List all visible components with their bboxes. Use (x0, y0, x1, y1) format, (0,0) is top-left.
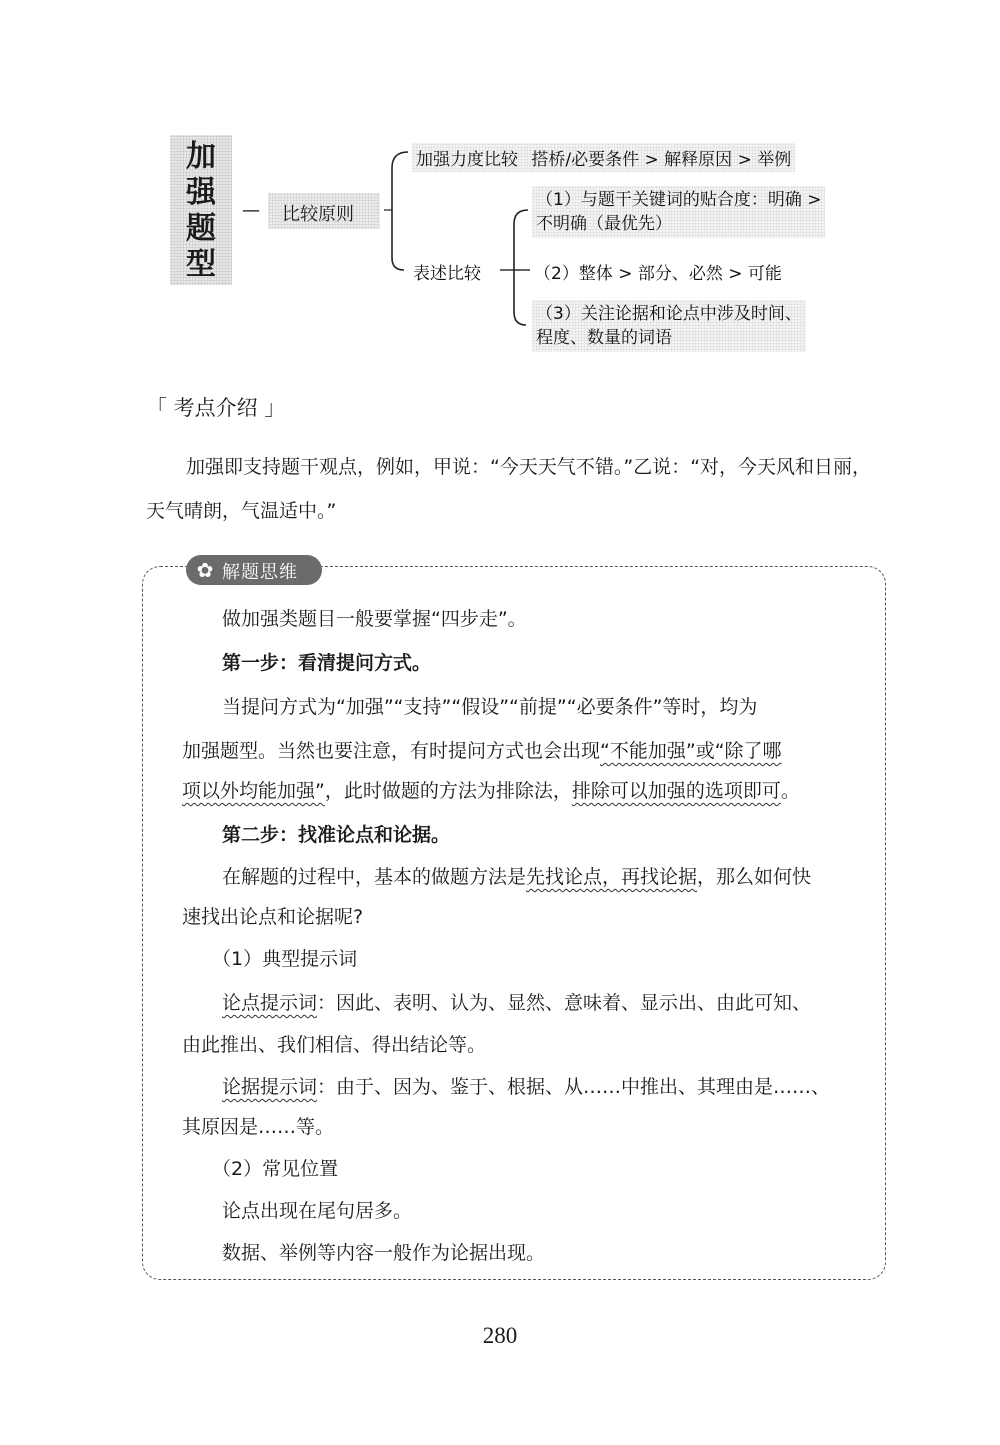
title-char: 题 (186, 211, 216, 246)
box-line: 其原因是……等。 (182, 1116, 335, 1138)
box-line: 速找出论点和论据呢? (182, 906, 364, 928)
text-run: 在解题的过程中，基本的做题方法是 (222, 866, 527, 888)
text-run: 加强题型。当然也要注意，有时提问方式也会出现 (182, 740, 601, 762)
node-comparison-principle (268, 193, 380, 229)
sub-bracket (514, 210, 528, 325)
text-run: ，那么如何快 (697, 866, 812, 888)
badge-label: 解题思维 (222, 562, 298, 583)
main-bracket (392, 152, 408, 270)
text-run: 。 (780, 780, 800, 802)
emphasized-text: 论据提示词 (222, 1076, 318, 1098)
branch-expression-comparison: 表述比较 (413, 264, 481, 284)
emphasized-text: 先找论点，再找论据 (526, 866, 698, 888)
emphasized-text: 排除可以加强的选项即可 (571, 780, 781, 802)
emphasized-text: 项以外均能加强” (182, 780, 325, 802)
mindmap-connectors (380, 140, 540, 360)
item-line: （3）关注论据和论点中涉及时间、 (536, 304, 802, 324)
item-line: 不明确（最优先） (536, 214, 672, 234)
item-line: 程度、数量的词语 (536, 328, 672, 348)
page-number: 280 (482, 1323, 518, 1348)
subheading: （1）典型提示词 (212, 948, 358, 970)
expression-item-3 (532, 300, 806, 352)
section-heading: 「 考点介绍 」 (146, 396, 286, 420)
title-char: 强 (186, 175, 216, 210)
box-line: 做加强类题目一般要掌握“四步走”。 (222, 608, 527, 630)
branch-strength-comparison (412, 143, 795, 172)
step-heading: 第二步：找准论点和论据。 (222, 824, 451, 846)
box-line (222, 1072, 830, 1099)
expression-item-2: （2）整体 > 部分、必然 > 可能 (534, 264, 782, 284)
title-char: 型 (186, 247, 216, 282)
emphasized-text: 论点提示词 (222, 992, 318, 1014)
subheading: （2）常见位置 (212, 1158, 339, 1180)
box-line (222, 862, 811, 889)
branch-detail: 搭桥/必要条件 > 解释原因 > 举例 (531, 150, 792, 170)
text-run: ：由于、因为、鉴于、根据、从……中推出、其理由是……、 (317, 1076, 831, 1098)
box-line: 由此推出、我们相信、得出结论等。 (182, 1034, 487, 1056)
topic-title-vertical (170, 135, 232, 285)
text-run: ，此时做题的方法为排除法， (324, 780, 572, 802)
intro-paragraph-line: 加强即支持题干观点，例如，甲说：“今天天气不错。”乙说：“对，今天风和日丽， (186, 456, 872, 478)
connector-dash: — (242, 200, 260, 221)
node-label: 比较原则 (282, 204, 354, 225)
box-line: 数据、举例等内容一般作为论据出现。 (222, 1242, 546, 1264)
emphasized-text: “不能加强”或“除了哪 (600, 740, 782, 762)
intro-paragraph-line: 天气晴朗，气温适中。” (146, 500, 337, 522)
flower-icon: ✿ (196, 558, 214, 582)
box-line: 当提问方式为“加强”“支持”“假设”“前提”“必要条件”等时，均为 (222, 696, 758, 718)
box-line (182, 736, 782, 763)
solution-thinking-badge (186, 555, 322, 585)
step-heading: 第一步：看清提问方式。 (222, 652, 432, 674)
box-line: 论点出现在尾句居多。 (222, 1200, 413, 1222)
text-run: ：因此、表明、认为、显然、意味着、显示出、由此可知、 (317, 992, 812, 1014)
branch-label: 加强力度比较 (416, 150, 518, 170)
box-line (182, 776, 800, 803)
title-char: 加 (186, 139, 216, 174)
box-line (222, 988, 811, 1015)
item-line: （1）与题干关键词的贴合度：明确 > (536, 190, 822, 210)
expression-item-1 (532, 186, 825, 238)
